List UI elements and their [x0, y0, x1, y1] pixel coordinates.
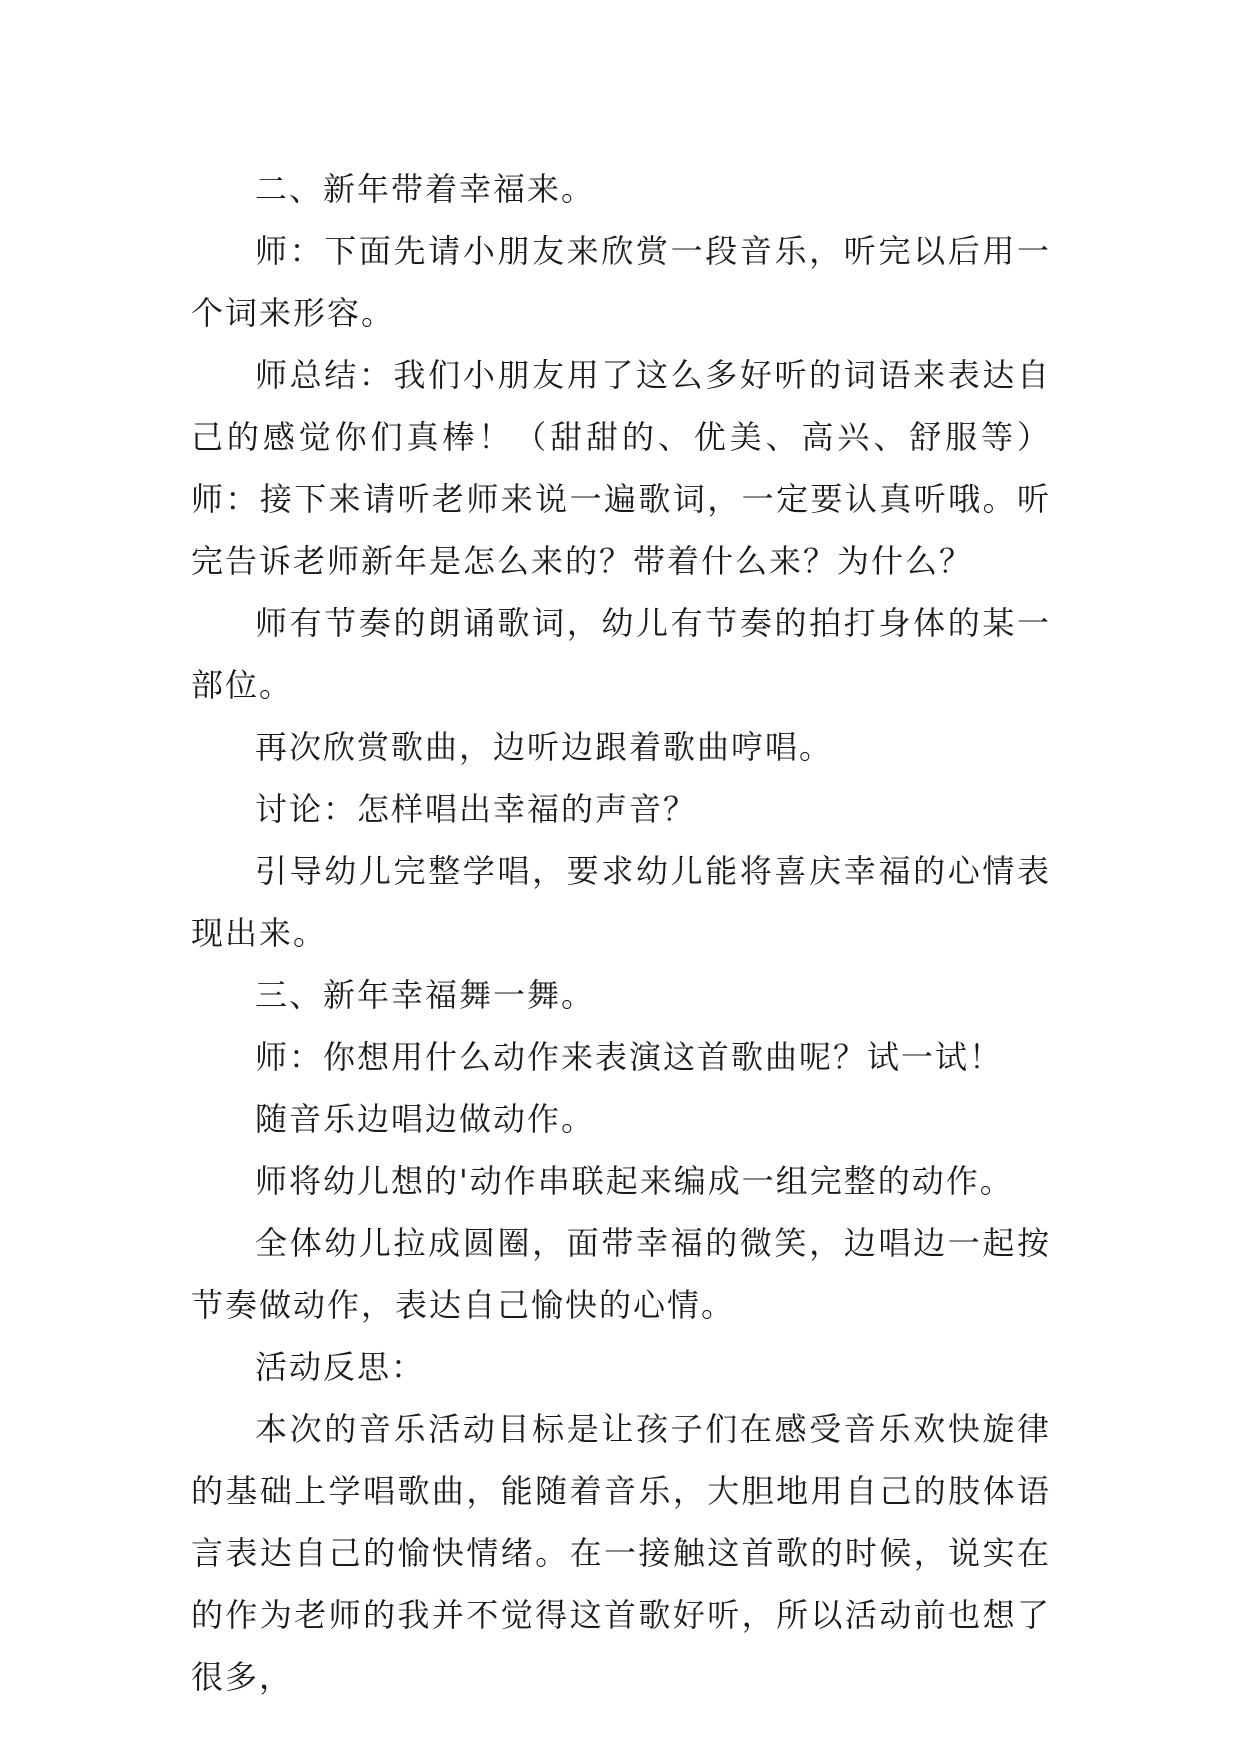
paragraph: 师：你想用什么动作来表演这首歌曲呢？试一试！ — [255, 1038, 1004, 1076]
paragraph: 师将幼儿想的'动作串联起来编成一组完整的动作。 — [255, 1162, 1014, 1200]
paragraph: 引导幼儿完整学唱，要求幼儿能将喜庆幸福的心情表现出来。 — [191, 852, 1051, 952]
paragraph: 全体幼儿拉成圆圈，面带幸福的微笑，边唱边一起按节奏做动作，表达自己愉快的心情。 — [191, 1224, 1051, 1324]
document-body — [191, 158, 1051, 1708]
paragraph: 再次欣赏歌曲，边听边跟着歌曲哼唱。 — [255, 728, 834, 766]
section-heading-2: 二、新年带着幸福来。 — [255, 170, 596, 208]
paragraph: 师：下面先请小朋友来欣赏一段音乐，听完以后用一个词来形容。 — [191, 232, 1051, 332]
paragraph: 师总结：我们小朋友用了这么多好听的词语来表达自己的感觉你们真棒！（甜甜的、优美、高兴、舒服等）师：接下来请听老师来说一遍歌词，一定要认真听哦。听完告诉老师新年是怎么来的？带着什么来？为什么？ — [191, 356, 1051, 580]
paragraph: 本次的音乐活动目标是让孩子们在感受音乐欢快旋律的基础上学唱歌曲，能随着音乐，大胆地用自己的肢体语言表达自己的愉快情绪。在一接触这首歌的时候，说实在的作为老师的我并不觉得这首歌好听，所以活动前也想了很多， — [191, 1410, 1051, 1696]
paragraph: 随音乐边唱边做动作。 — [255, 1100, 596, 1138]
section-heading-3: 三、新年幸福舞一舞。 — [255, 976, 596, 1014]
paragraph: 师有节奏的朗诵歌词，幼儿有节奏的拍打身体的某一部位。 — [191, 604, 1051, 704]
paragraph: 讨论：怎样唱出幸福的声音？ — [255, 790, 698, 828]
reflection-heading: 活动反思： — [255, 1348, 426, 1386]
